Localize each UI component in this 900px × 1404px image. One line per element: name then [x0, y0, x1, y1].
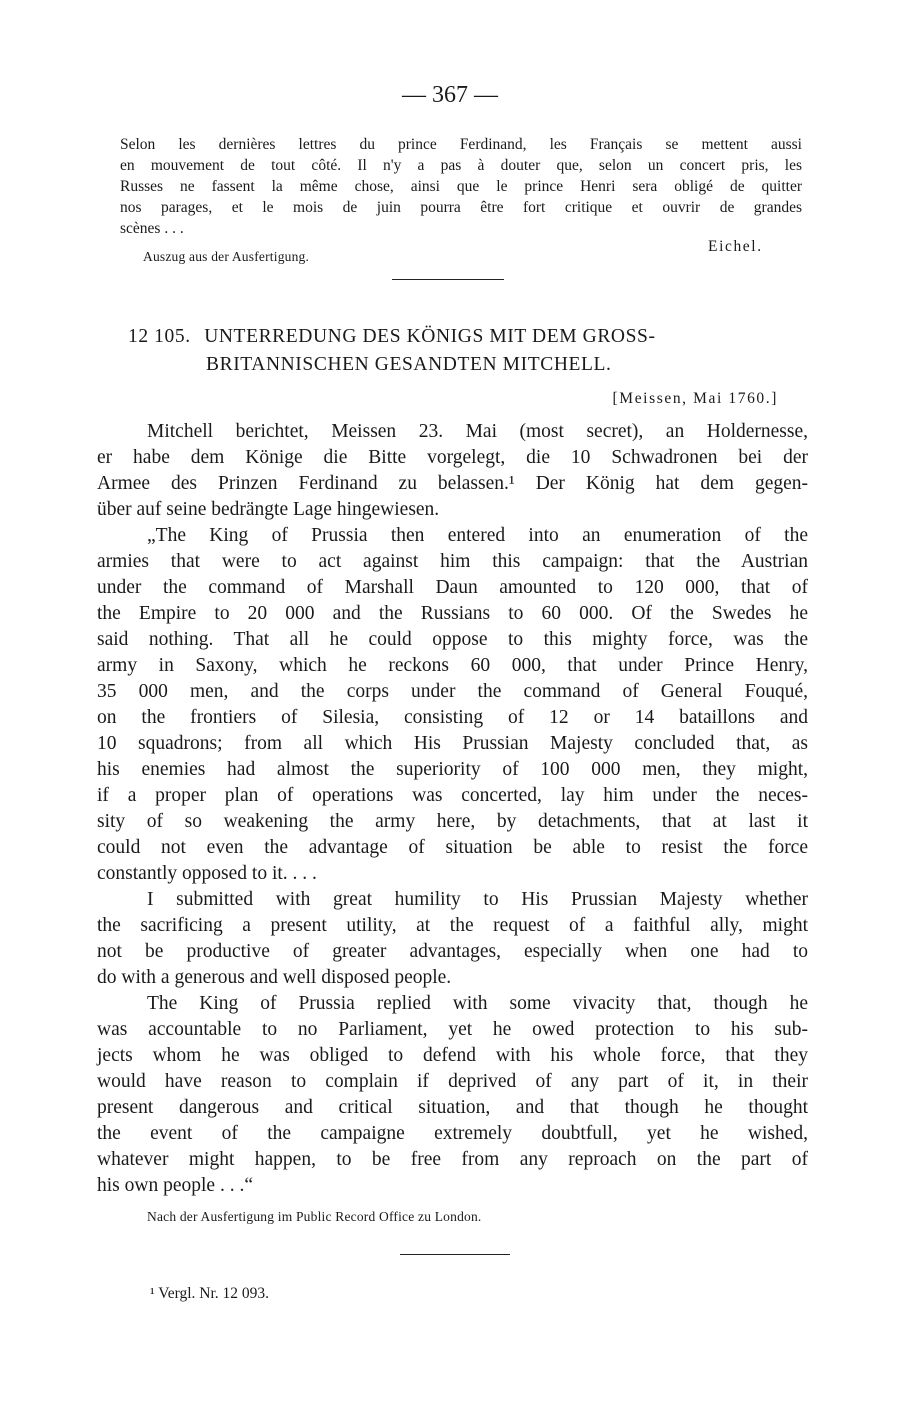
- body-line: his enemies had almost the superiority of 100 000 men, they might,: [97, 759, 808, 780]
- document-number: 12 105.: [128, 326, 191, 347]
- page-number: — 367 —: [402, 82, 498, 108]
- body-line: on the frontiers of Silesia, consisting of 12 or 14 bataillons and: [97, 707, 808, 728]
- preamble-line: Russes ne fassent la même chose, ainsi que le prince Henri sera obligé de quitter: [120, 178, 802, 195]
- body-line: do with a generous and well disposed people.: [97, 967, 452, 988]
- body-line: the event of the campaigne extremely doubtfull, yet he wished,: [97, 1123, 808, 1144]
- separator-rule: [392, 279, 504, 280]
- body-line: Mitchell berichtet, Meissen 23. Mai (most secret), an Holdernesse,: [147, 421, 808, 442]
- body-line: über auf seine bedrängte Lage hingewiesen.: [97, 499, 440, 520]
- body-line: armies that were to act against him this campaign: that the Austrian: [97, 551, 808, 572]
- signature: Eichel.: [708, 238, 763, 255]
- preamble-line: nos parages, et le mois de juin pourra être fort critique et ouvrir de grandes: [120, 199, 802, 216]
- body-line: Armee des Prinzen Ferdinand zu belassen.¹ Der König hat dem gegen-: [97, 473, 808, 494]
- source-note-2: Nach der Ausfertigung im Public Record Office zu London.: [147, 1209, 482, 1224]
- body-line: if a proper plan of operations was concerted, lay him under the neces-: [97, 785, 808, 806]
- source-note: Auszug aus der Ausfertigung.: [143, 249, 310, 264]
- preamble-line: Selon les dernières lettres du prince Ferdinand, les Français se mettent aussi: [120, 136, 802, 153]
- document-title-1: UNTERREDUNG DES KÖNIGS MIT DEM GROSS-: [204, 326, 656, 347]
- body-line: was accountable to no Parliament, yet he owed protection to his sub-: [97, 1019, 808, 1040]
- body-line: whatever might happen, to be free from any reproach on the part of: [97, 1149, 808, 1170]
- footnote-separator: [400, 1254, 510, 1255]
- body-line: could not even the advantage of situation be able to resist the force: [97, 837, 808, 858]
- body-line: army in Saxony, which he reckons 60 000, that under Prince Henry,: [97, 655, 808, 676]
- body-line: the Empire to 20 000 and the Russians to 60 000. Of the Swedes he: [97, 603, 808, 624]
- document-heading-line-1: [128, 326, 656, 348]
- body-line: „The King of Prussia then entered into an enumeration of the: [147, 525, 808, 546]
- body-line: the sacrificing a present utility, at the request of a faithful ally, might: [97, 915, 808, 936]
- footnote: ¹ Vergl. Nr. 12 093.: [150, 1285, 270, 1302]
- preamble-line: en mouvement de tout côté. Il n'y a pas à douter que, selon un concert pris, les: [120, 157, 802, 174]
- body-line: The King of Prussia replied with some vivacity that, though he: [147, 993, 808, 1014]
- body-line: jects whom he was obliged to defend with his whole force, that they: [97, 1045, 808, 1066]
- body-line: I submitted with great humility to His Prussian Majesty whether: [147, 889, 808, 910]
- body-line: 10 squadrons; from all which His Prussian Majesty concluded that, as: [97, 733, 808, 754]
- body-line: said nothing. That all he could oppose to this mighty force, was the: [97, 629, 808, 650]
- body-line: would have reason to complain if deprived of any part of it, in their: [97, 1071, 808, 1092]
- body-line: sity of so weakening the army here, by detachments, that at last it: [97, 811, 808, 832]
- document-title-2: BRITANNISCHEN GESANDTEN MITCHELL.: [206, 354, 612, 375]
- body-line: his own people . . .“: [97, 1175, 253, 1196]
- body-line: 35 000 men, and the corps under the command of General Fouqué,: [97, 681, 808, 702]
- body-line: not be productive of greater advantages, especially when one had to: [97, 941, 808, 962]
- body-line: present dangerous and critical situation, and that though he thought: [97, 1097, 808, 1118]
- body-line: constantly opposed to it. . . .: [97, 863, 317, 884]
- body-line: under the command of Marshall Daun amounted to 120 000, that of: [97, 577, 808, 598]
- preamble-line: scènes . . .: [120, 220, 184, 237]
- body-line: er habe dem Könige die Bitte vorgelegt, die 10 Schwadronen bei der: [97, 447, 808, 468]
- place-date: [Meissen, Mai 1760.]: [612, 390, 778, 407]
